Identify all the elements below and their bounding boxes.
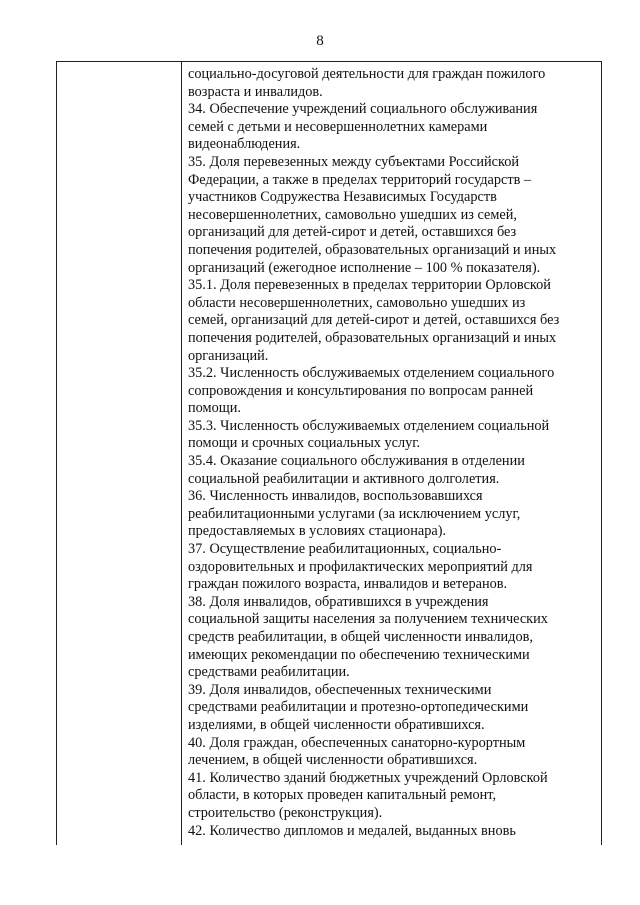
text-line: средствами реабилитации. (188, 664, 350, 681)
text-line: граждан пожилого возраста, инвалидов и ветеранов. (188, 576, 508, 593)
text-line: 39. Доля инвалидов, обеспеченных техническими (188, 681, 492, 698)
column-divider (181, 62, 182, 845)
text-line: Федерации, а также в пределах территорий государств – (188, 171, 532, 188)
page-number: 8 (316, 33, 324, 49)
text-line: сопровождения и консультирования по вопросам ранней (188, 382, 534, 399)
text-line: 35.3. Численность обслуживаемых отделением социальной (188, 417, 550, 434)
text-line: средствами реабилитации и протезно-ортопедическими (188, 699, 529, 716)
text-line: 40. Доля граждан, обеспеченных санаторно-курортным (188, 734, 526, 751)
text-line: 35.1. Доля перевезенных в пределах территории Орловской (188, 277, 551, 294)
text-line: 35. Доля перевезенных между субъектами Российской (188, 153, 520, 170)
text-line: области несовершеннолетних, самовольно ушедших из (188, 294, 526, 311)
text-line: организаций (ежегодное исполнение – 100 % показателя). (188, 259, 541, 276)
text-line: организаций. (188, 347, 269, 364)
text-line: 38. Доля инвалидов, обратившихся в учреждения (188, 593, 489, 610)
text-line: социальной защиты населения за получением технических (188, 611, 548, 628)
text-line: социально-досуговой деятельности для граждан пожилого (188, 66, 546, 82)
text-line: попечения родителей, образовательных организаций и иных (188, 241, 557, 258)
text-line: лечением, в общей численности обратившихся. (188, 752, 478, 769)
text-line: видеонаблюдения. (188, 136, 301, 153)
text-line: семей с детьми и несовершеннолетних камерами (188, 118, 488, 135)
text-line: реабилитационными услугами (за исключением услуг, (188, 505, 521, 522)
text-line: социальной реабилитации и активного долголетия. (188, 470, 500, 487)
text-line: семей, организаций для детей-сирот и детей, оставшихся без (188, 312, 560, 329)
text-line: предоставляемых в условиях стационара). (188, 523, 447, 540)
text-line: 41. Количество зданий бюджетных учреждений Орловской (188, 769, 548, 786)
text-line: средств реабилитации, в общей численности инвалидов, (188, 629, 533, 645)
text-line: организаций для детей-сирот и детей, оставшихся без (188, 224, 517, 241)
document-table (56, 61, 602, 845)
text-line: помощи и срочных социальных услуг. (188, 435, 421, 452)
text-line: 34. Обеспечение учреждений социального обслуживания (188, 101, 538, 118)
text-line: помощи. (188, 400, 241, 417)
text-line: 35.4. Оказание социального обслуживания в отделении (188, 453, 525, 470)
text-line: оздоровительных и профилактических мероприятий для (188, 558, 533, 575)
text-line: области, в которых проведен капитальный ремонт, (188, 787, 497, 804)
text-line: строительство (реконструкция). (188, 804, 383, 821)
text-line: 35.2. Численность обслуживаемых отделением социального (188, 365, 555, 382)
text-line: 42. Количество дипломов и медалей, выданных вновь (188, 822, 516, 839)
text-line: попечения родителей, образовательных организаций и иных (188, 329, 557, 346)
table-text-cell (188, 66, 600, 840)
text-line: 36. Численность инвалидов, воспользовавшихся (188, 488, 483, 505)
text-line: участников Содружества Независимых Государств (188, 189, 497, 206)
text-line: 37. Осуществление реабилитационных, социально- (188, 541, 502, 558)
text-line: несовершеннолетних, самовольно ушедших из семей, (188, 206, 517, 223)
text-line: имеющих рекомендации по обеспечению техническими (188, 646, 530, 663)
text-line: возраста и инвалидов. (188, 83, 323, 100)
text-line: изделиями, в общей численности обратившихся. (188, 716, 485, 733)
